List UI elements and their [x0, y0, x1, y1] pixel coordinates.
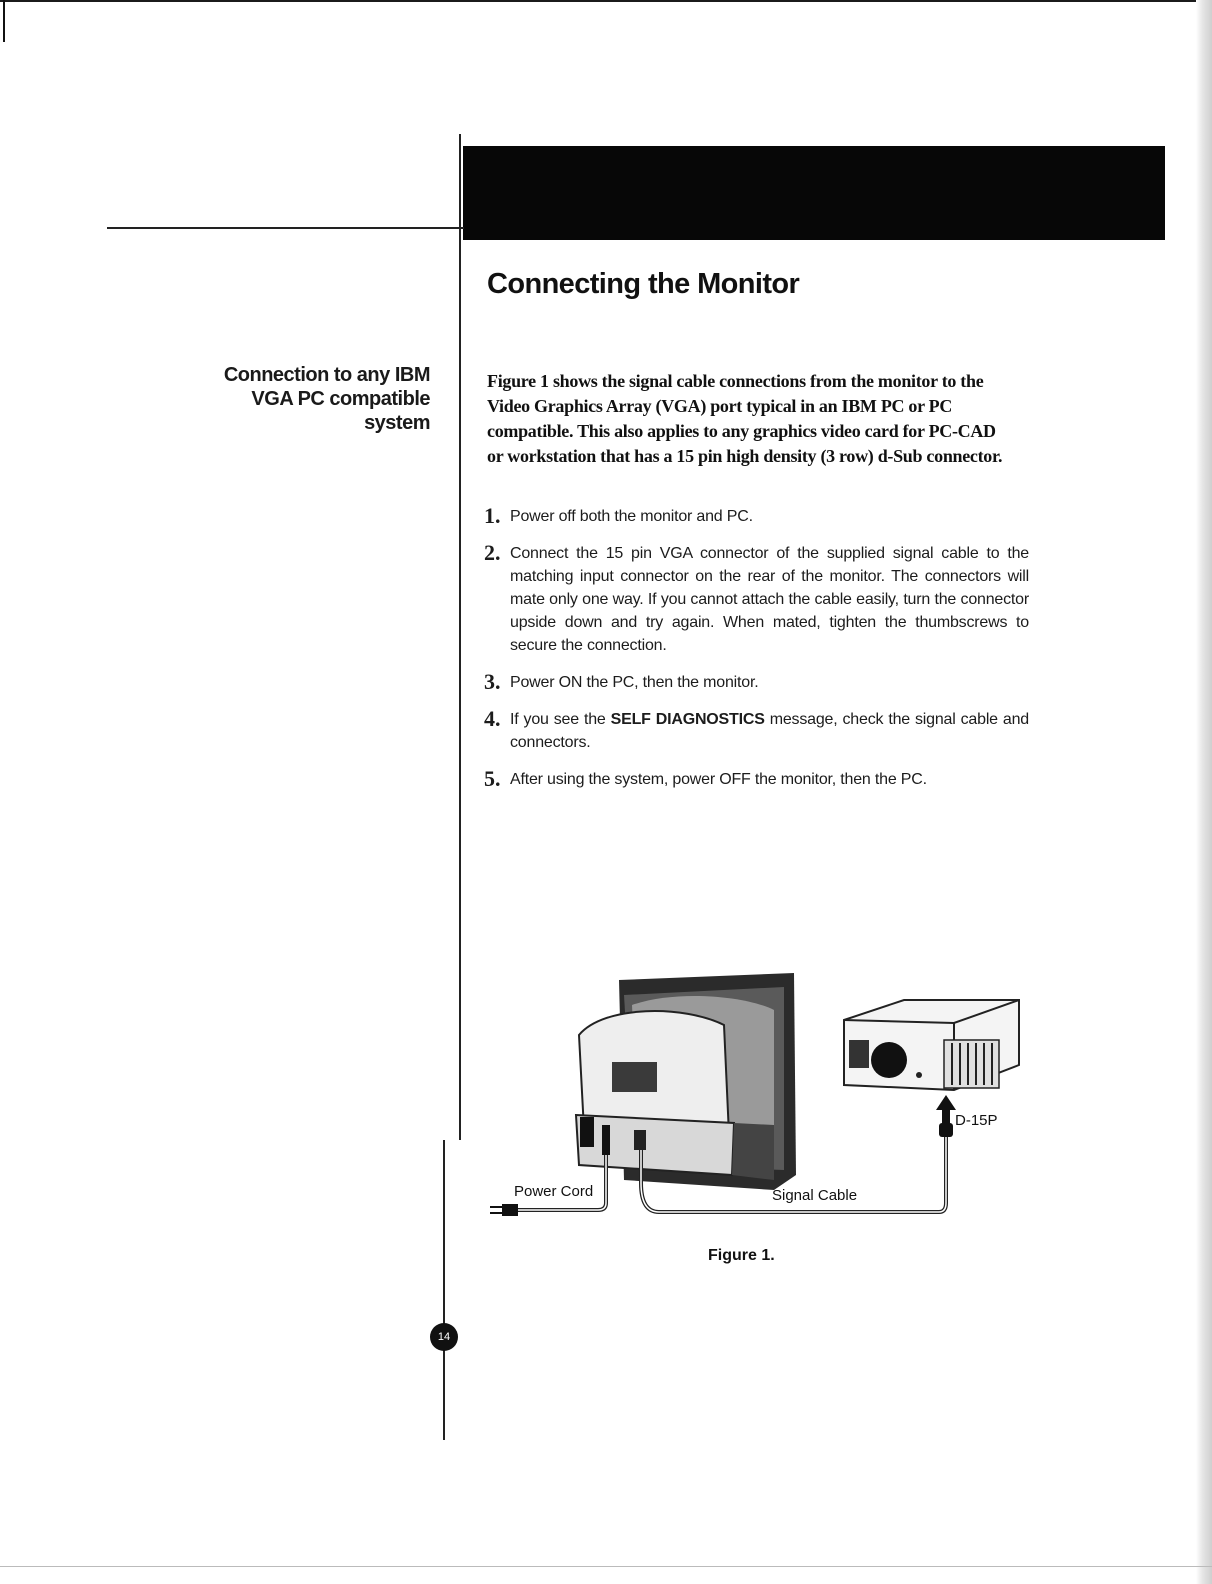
column-rule [459, 134, 461, 1140]
figure-caption: Figure 1. [708, 1247, 775, 1264]
step-text: Connect the 15 pin VGA connector of the supplied signal cable to the matching input connector on the rear of the monitor. The connectors will mate only one way. If you cannot attach the cable easily, turn the connector upside down and try again. When mated, tighten the thumbscrews to secure the connection. [510, 545, 1029, 654]
step-number: 3. [484, 669, 501, 694]
step-item [484, 542, 1029, 657]
column-rule-lower [443, 1140, 445, 1440]
top-rule [0, 0, 1212, 6]
side-heading-line: system [364, 412, 430, 434]
intro-line: or workstation that has a 15 pin high density (3 row) d-Sub connector. [487, 446, 1003, 466]
step-text: Power off both the monitor and PC. [510, 508, 753, 525]
monitor-illustration [576, 973, 796, 1190]
step-item [484, 768, 1029, 791]
left-margin-mark [3, 0, 5, 42]
step-item [484, 671, 1029, 694]
step-number: 5. [484, 766, 501, 791]
intro-line: compatible. This also applies to any graphics video card for PC-CAD [487, 421, 996, 441]
header-band [463, 146, 1165, 240]
step-text: Power ON the PC, then the monitor. [510, 674, 759, 691]
power-plug-icon [490, 1204, 518, 1216]
intro-line: Figure 1 shows the signal cable connections from the monitor to the [487, 371, 984, 391]
pc-illustration [844, 1000, 1019, 1090]
side-heading-line: Connection to any IBM [223, 364, 430, 386]
step-text-part: If you see the [510, 711, 611, 728]
bottom-rule [0, 1566, 1212, 1567]
step-number: 1. [484, 503, 501, 528]
intro-line: Video Graphics Array (VGA) port typical in an IBM PC or PC [487, 396, 953, 416]
steps-list [484, 505, 1029, 805]
step-item [484, 708, 1029, 754]
intro-paragraph [487, 369, 1047, 469]
step-item [484, 505, 1029, 528]
self-diagnostics-term: SELF DIAGNOSTICS [610, 711, 765, 728]
d15p-connector [936, 1095, 956, 1137]
d15p-label: D-15P [955, 1112, 998, 1129]
scan-edge [1196, 0, 1212, 1584]
side-heading [180, 363, 430, 435]
step-number: 2. [484, 540, 501, 565]
step-text: After using the system, power OFF the monitor, then the PC. [510, 771, 927, 788]
step-text [510, 708, 1029, 754]
page-title: Connecting the Monitor [487, 268, 800, 300]
step-number: 4. [484, 706, 501, 731]
side-heading-line: VGA PC compatible [251, 388, 430, 410]
power-cord-label: Power Cord [514, 1183, 594, 1200]
signal-cable-label: Signal Cable [772, 1187, 858, 1204]
section-rule [107, 227, 464, 229]
page-number: 14 [430, 1323, 458, 1351]
step-text-part: message, check the signal cable and connectors. [510, 711, 1029, 751]
